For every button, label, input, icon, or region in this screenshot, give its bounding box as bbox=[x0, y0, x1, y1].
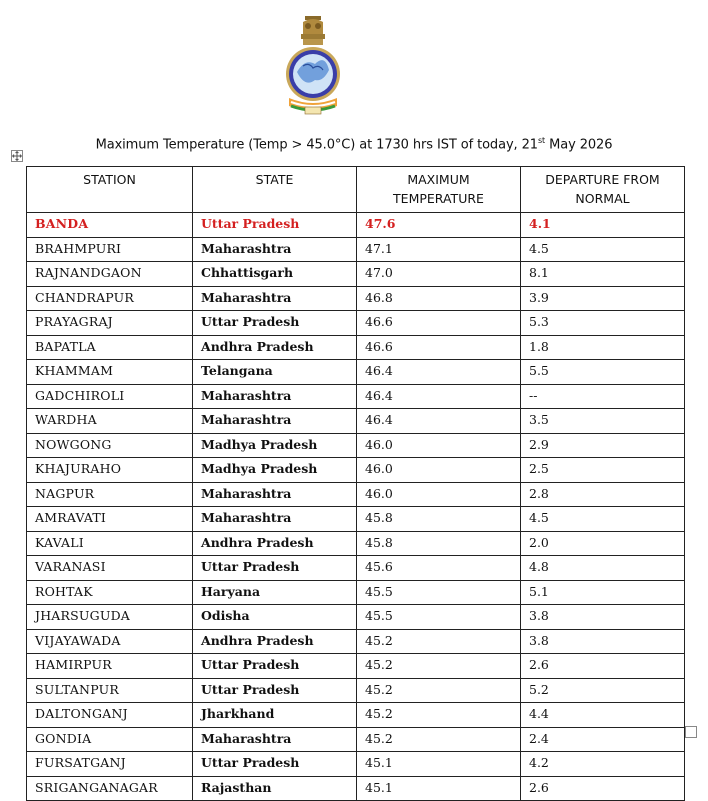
station-cell: HAMIRPUR bbox=[27, 654, 193, 679]
max-temperature-cell: 45.8 bbox=[357, 531, 521, 556]
departure-cell: 1.8 bbox=[521, 335, 685, 360]
table-row bbox=[27, 262, 685, 287]
table-row bbox=[27, 605, 685, 630]
state-cell: Maharashtra bbox=[193, 384, 357, 409]
max-temperature-cell: 45.5 bbox=[357, 580, 521, 605]
state-cell: Jharkhand bbox=[193, 703, 357, 728]
table-body bbox=[27, 213, 685, 801]
max-temperature-cell: 45.2 bbox=[357, 678, 521, 703]
table-row bbox=[27, 335, 685, 360]
station-cell: ROHTAK bbox=[27, 580, 193, 605]
state-cell: Uttar Pradesh bbox=[193, 556, 357, 581]
table-row bbox=[27, 237, 685, 262]
max-temperature-cell: 46.0 bbox=[357, 433, 521, 458]
departure-cell: 3.8 bbox=[521, 605, 685, 630]
table-row bbox=[27, 360, 685, 385]
station-cell: BRAHMPURI bbox=[27, 237, 193, 262]
departure-cell: 2.4 bbox=[521, 727, 685, 752]
state-cell: Madhya Pradesh bbox=[193, 433, 357, 458]
station-cell: KHAJURAHO bbox=[27, 458, 193, 483]
state-cell: Uttar Pradesh bbox=[193, 654, 357, 679]
state-cell: Uttar Pradesh bbox=[193, 752, 357, 777]
station-cell: VIJAYAWADA bbox=[27, 629, 193, 654]
table-row bbox=[27, 213, 685, 238]
title-prefix: Maximum Temperature (Temp > 45.0°C) at 1730 hrs IST of today, 21 bbox=[95, 137, 538, 153]
header-state-label: STATE bbox=[255, 172, 294, 187]
station-cell: BANDA bbox=[27, 213, 193, 238]
max-temperature-cell: 46.6 bbox=[357, 311, 521, 336]
state-cell: Maharashtra bbox=[193, 409, 357, 434]
table-row bbox=[27, 409, 685, 434]
station-cell: RAJNANDGAON bbox=[27, 262, 193, 287]
state-cell: Maharashtra bbox=[193, 237, 357, 262]
table-row bbox=[27, 752, 685, 777]
table-row bbox=[27, 703, 685, 728]
station-cell: NAGPUR bbox=[27, 482, 193, 507]
max-temperature-cell: 46.0 bbox=[357, 482, 521, 507]
max-temperature-cell: 46.4 bbox=[357, 409, 521, 434]
table-move-handle-icon[interactable] bbox=[11, 150, 23, 162]
header-station bbox=[27, 167, 193, 213]
max-temperature-cell: 45.1 bbox=[357, 752, 521, 777]
departure-cell: 4.5 bbox=[521, 507, 685, 532]
state-cell: Rajasthan bbox=[193, 776, 357, 801]
departure-cell: 8.1 bbox=[521, 262, 685, 287]
table-row bbox=[27, 776, 685, 801]
departure-cell: 4.4 bbox=[521, 703, 685, 728]
departure-cell: 2.0 bbox=[521, 531, 685, 556]
max-temperature-cell: 46.6 bbox=[357, 335, 521, 360]
station-cell: SULTANPUR bbox=[27, 678, 193, 703]
station-cell: PRAYAGRAJ bbox=[27, 311, 193, 336]
header-state bbox=[193, 167, 357, 213]
departure-cell: 5.3 bbox=[521, 311, 685, 336]
departure-cell: 2.5 bbox=[521, 458, 685, 483]
table-row bbox=[27, 654, 685, 679]
max-temperature-cell: 45.2 bbox=[357, 703, 521, 728]
station-cell: KAVALI bbox=[27, 531, 193, 556]
table-row bbox=[27, 678, 685, 703]
max-temperature-cell: 45.2 bbox=[357, 629, 521, 654]
state-cell: Andhra Pradesh bbox=[193, 629, 357, 654]
departure-cell: 4.1 bbox=[521, 213, 685, 238]
header-dep-line1: DEPARTURE FROM bbox=[545, 172, 660, 187]
temperature-table bbox=[26, 166, 685, 801]
table-row bbox=[27, 311, 685, 336]
header-station-label: STATION bbox=[83, 172, 136, 187]
max-temperature-cell: 45.6 bbox=[357, 556, 521, 581]
departure-cell: 5.5 bbox=[521, 360, 685, 385]
departure-cell: 3.9 bbox=[521, 286, 685, 311]
station-cell: JHARSUGUDA bbox=[27, 605, 193, 630]
table-row bbox=[27, 531, 685, 556]
station-cell: KHAMMAM bbox=[27, 360, 193, 385]
state-cell: Maharashtra bbox=[193, 727, 357, 752]
state-cell: Maharashtra bbox=[193, 286, 357, 311]
max-temperature-cell: 45.8 bbox=[357, 507, 521, 532]
state-cell: Uttar Pradesh bbox=[193, 678, 357, 703]
max-temperature-cell: 46.0 bbox=[357, 458, 521, 483]
departure-cell: 2.8 bbox=[521, 482, 685, 507]
table-row bbox=[27, 458, 685, 483]
table-header-row bbox=[27, 167, 685, 213]
state-cell: Uttar Pradesh bbox=[193, 213, 357, 238]
table-row bbox=[27, 286, 685, 311]
departure-cell: 2.6 bbox=[521, 654, 685, 679]
imd-emblem-icon bbox=[283, 14, 343, 116]
station-cell: NOWGONG bbox=[27, 433, 193, 458]
state-cell: Madhya Pradesh bbox=[193, 458, 357, 483]
table-row bbox=[27, 507, 685, 532]
station-cell: FURSATGANJ bbox=[27, 752, 193, 777]
state-cell: Telangana bbox=[193, 360, 357, 385]
state-cell: Haryana bbox=[193, 580, 357, 605]
table-row bbox=[27, 384, 685, 409]
station-cell: GONDIA bbox=[27, 727, 193, 752]
station-cell: BAPATLA bbox=[27, 335, 193, 360]
title-tail: May 2026 bbox=[545, 137, 613, 153]
state-cell: Maharashtra bbox=[193, 482, 357, 507]
state-cell: Odisha bbox=[193, 605, 357, 630]
station-cell: GADCHIROLI bbox=[27, 384, 193, 409]
departure-cell: 3.8 bbox=[521, 629, 685, 654]
table-row bbox=[27, 629, 685, 654]
max-temperature-cell: 45.2 bbox=[357, 654, 521, 679]
departure-cell: 2.6 bbox=[521, 776, 685, 801]
station-cell: DALTONGANJ bbox=[27, 703, 193, 728]
departure-cell: 4.5 bbox=[521, 237, 685, 262]
title-ordinal-suffix: st bbox=[537, 136, 546, 145]
state-cell: Uttar Pradesh bbox=[193, 311, 357, 336]
table-row bbox=[27, 580, 685, 605]
max-temperature-cell: 45.2 bbox=[357, 727, 521, 752]
max-temperature-cell: 46.8 bbox=[357, 286, 521, 311]
table-row bbox=[27, 556, 685, 581]
station-cell: SRIGANGANAGAR bbox=[27, 776, 193, 801]
station-cell: AMRAVATI bbox=[27, 507, 193, 532]
max-temperature-cell: 47.6 bbox=[357, 213, 521, 238]
state-cell: Andhra Pradesh bbox=[193, 335, 357, 360]
max-temperature-cell: 47.1 bbox=[357, 237, 521, 262]
max-temperature-cell: 46.4 bbox=[357, 360, 521, 385]
departure-cell: 3.5 bbox=[521, 409, 685, 434]
page-title bbox=[0, 136, 708, 152]
state-cell: Chhattisgarh bbox=[193, 262, 357, 287]
table-resize-handle[interactable] bbox=[685, 726, 697, 738]
departure-cell: 5.2 bbox=[521, 678, 685, 703]
header-max-line1: MAXIMUM bbox=[407, 172, 470, 187]
max-temperature-cell: 45.1 bbox=[357, 776, 521, 801]
departure-cell: 4.2 bbox=[521, 752, 685, 777]
header-max-temperature bbox=[357, 167, 521, 213]
state-cell: Andhra Pradesh bbox=[193, 531, 357, 556]
table-row bbox=[27, 433, 685, 458]
state-cell: Maharashtra bbox=[193, 507, 357, 532]
departure-cell: 4.8 bbox=[521, 556, 685, 581]
header-max-line2: TEMPERATURE bbox=[393, 191, 484, 206]
departure-cell: 2.9 bbox=[521, 433, 685, 458]
header-departure bbox=[521, 167, 685, 213]
max-temperature-cell: 45.5 bbox=[357, 605, 521, 630]
station-cell: CHANDRAPUR bbox=[27, 286, 193, 311]
departure-cell: 5.1 bbox=[521, 580, 685, 605]
header-dep-line2: NORMAL bbox=[575, 191, 630, 206]
station-cell: VARANASI bbox=[27, 556, 193, 581]
max-temperature-cell: 46.4 bbox=[357, 384, 521, 409]
table-row bbox=[27, 727, 685, 752]
max-temperature-cell: 47.0 bbox=[357, 262, 521, 287]
departure-cell: -- bbox=[521, 384, 685, 409]
table-row bbox=[27, 482, 685, 507]
station-cell: WARDHA bbox=[27, 409, 193, 434]
